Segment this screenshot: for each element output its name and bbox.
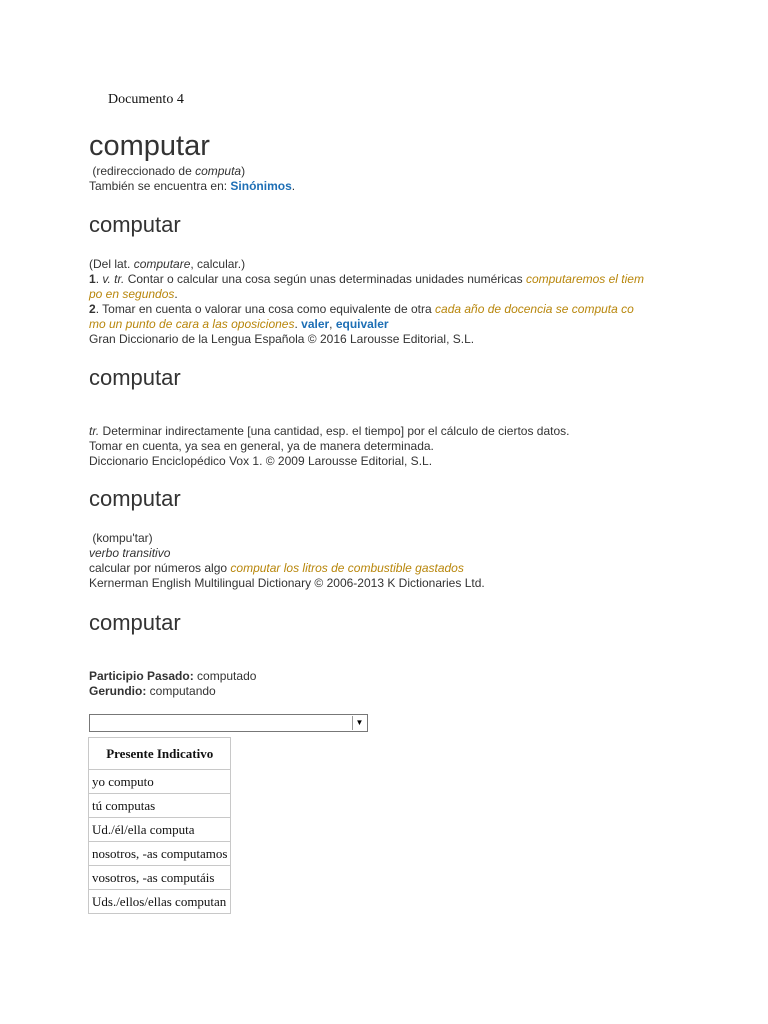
table-header: Presente Indicativo	[89, 738, 231, 770]
sense-2-cont: mo un punto de cara a las oposiciones. valer, equivaler	[89, 317, 389, 331]
sense-2: 2. Tomar en cuenta o valorar una cosa como equivalente de otra cada año de docencia se computa co	[89, 302, 634, 316]
table-row: nosotros, -as computamos	[89, 842, 231, 866]
table-row: yo computo	[89, 770, 231, 794]
section-headword-vox: computar	[89, 365, 181, 390]
section-headword-kernerman: computar	[89, 486, 181, 511]
table-row: Uds./ellos/ellas computan	[89, 890, 231, 914]
vox-definition-1: tr. Determinar indirectamente [una cantidad, esp. el tiempo] por el cálculo de ciertos datos.	[89, 424, 570, 438]
valer-link[interactable]: valer	[301, 317, 330, 331]
sense-1-cont: po en segundos.	[89, 287, 178, 301]
also-found-line: También se encuentra en: Sinónimos.	[89, 179, 296, 193]
section-headword-conjugation: computar	[89, 610, 181, 635]
part-of-speech: verbo transitivo	[89, 546, 171, 560]
redirect-note: (redireccionado de computa)	[92, 164, 246, 178]
section-headword-gdle: computar	[89, 212, 181, 237]
sense-1: 1. v. tr. Contar o calcular una cosa según unas determinadas unidades numéricas computaremos el tiem	[89, 272, 644, 286]
etymology: (Del lat. computare, calcular.)	[89, 257, 246, 271]
main-headword: computar	[89, 130, 210, 162]
kernerman-definition: calcular por números algo computar los litros de combustible gastados	[89, 561, 464, 575]
source-kernerman: Kernerman English Multilingual Dictionary © 2006-2013 K Dictionaries Ltd.	[89, 576, 485, 590]
table-row: vosotros, -as computáis	[89, 866, 231, 890]
equivaler-link[interactable]: equivaler	[335, 317, 389, 331]
table-row: Ud./él/ella computa	[89, 818, 231, 842]
source-vox: Diccionario Enciclopédico Vox 1. © 2009 Larousse Editorial, S.L.	[89, 454, 433, 468]
gerund: Gerundio: computando	[89, 684, 216, 698]
tense-select[interactable]	[89, 714, 368, 732]
table-row: tú computas	[89, 794, 231, 818]
vox-definition-2: Tomar en cuenta, ya sea en general, ya de manera determinada.	[89, 439, 434, 453]
synonyms-link[interactable]: Sinónimos	[230, 179, 292, 193]
past-participle: Participio Pasado: computado	[89, 669, 257, 683]
chevron-down-icon[interactable]: ▼	[352, 716, 366, 730]
conjugation-table	[88, 737, 231, 914]
document-label: Documento 4	[108, 92, 184, 107]
source-gdle: Gran Diccionario de la Lengua Española © 2016 Larousse Editorial, S.L.	[89, 332, 475, 346]
pronunciation: (kompu'tar)	[92, 531, 153, 545]
